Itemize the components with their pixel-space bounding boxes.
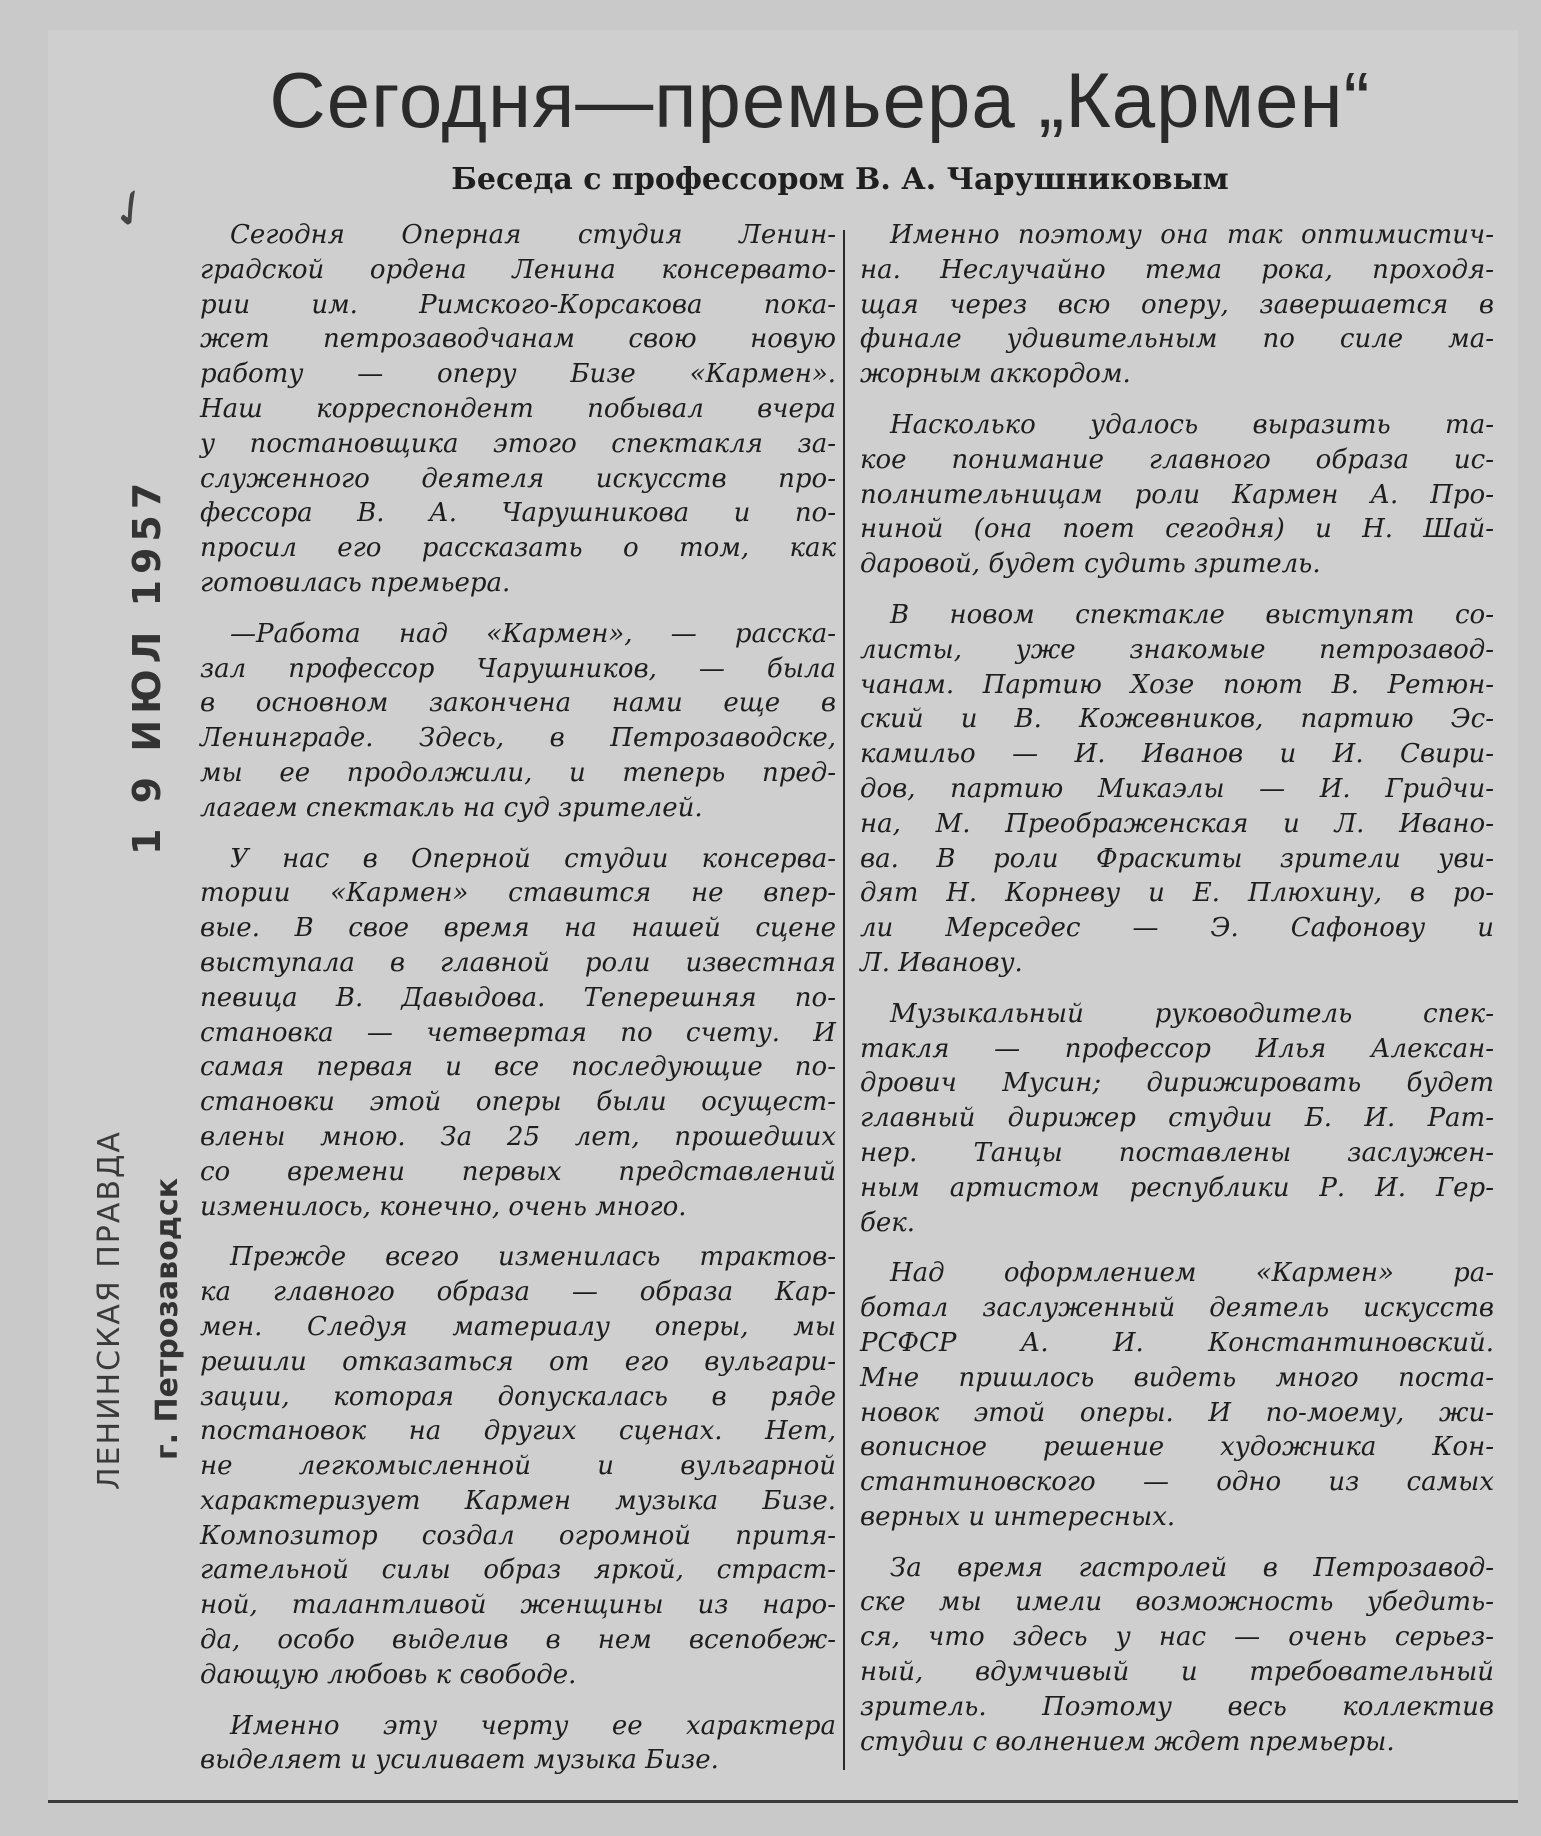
text-line: ботал заслуженный деятель искусств xyxy=(860,1293,1494,1324)
text-line: полнительницам роли Кармен А. Про- xyxy=(860,479,1494,510)
text-line: даровой, будет судить зритель. xyxy=(860,549,1321,580)
text-line: становки этой оперы были осущест- xyxy=(200,1087,836,1118)
city-stamp: г. Петрозаводск xyxy=(150,1177,185,1460)
paragraph xyxy=(200,1709,836,1779)
text-line: У нас в Оперной студии консерва- xyxy=(230,843,836,874)
text-line: зал профессор Чарушников, — была xyxy=(200,653,836,684)
text-line: характеризует Кармен музыка Бизе. xyxy=(200,1485,836,1516)
paragraph xyxy=(860,997,1494,1241)
paragraph xyxy=(860,598,1494,981)
text-line: выделяет и усиливает музыка Бизе. xyxy=(200,1745,719,1776)
text-line: Наш корреспондент побывал вчера xyxy=(200,393,836,424)
text-line: Прежде всего изменилась трактов- xyxy=(230,1242,836,1273)
text-line: такля — профессор Илья Алексан- xyxy=(860,1033,1494,1064)
text-line: лагаем спектакль на суд зрителей. xyxy=(200,792,703,823)
text-line: изменилось, конечно, очень много. xyxy=(200,1191,687,1222)
text-line: Насколько удалось выразить та- xyxy=(890,409,1494,440)
text-line: служенного деятеля искусств про- xyxy=(200,463,836,494)
pencil-check-mark: ✓ xyxy=(98,173,164,245)
text-line: самая первая и все последующие по- xyxy=(200,1052,836,1083)
article-column-left xyxy=(200,218,836,1794)
text-line: ся, что здесь у нас — очень серьез- xyxy=(860,1622,1494,1653)
text-line: Композитор создал огромной притя- xyxy=(200,1520,836,1551)
paragraph xyxy=(200,1240,836,1692)
text-line: кое понимание главного образа ис- xyxy=(860,444,1494,475)
text-line: студии с волнением ждет премьеры. xyxy=(860,1726,1395,1757)
text-line: Над оформлением «Кармен» ра- xyxy=(890,1258,1494,1289)
text-line: Ленинграде. Здесь, в Петрозаводске, xyxy=(200,723,836,754)
paragraph xyxy=(200,617,836,826)
text-line: камильо — И. Иванов и И. Свири- xyxy=(860,739,1494,770)
paragraph xyxy=(860,218,1494,392)
text-line: верных и интересных. xyxy=(860,1501,1176,1532)
text-line: вые. В свое время на нашей сцене xyxy=(200,913,836,944)
text-line: Именно эту черту ее характера xyxy=(230,1710,836,1741)
text-line: дающую любовь к свободе. xyxy=(200,1659,577,1690)
text-line: фессора В. А. Чарушникова и по- xyxy=(200,498,836,529)
paragraph xyxy=(200,218,836,601)
text-line: ва. В роли Фраскиты зрители уви- xyxy=(860,843,1494,874)
text-line: мы ее продолжили, и теперь пред- xyxy=(200,757,836,788)
text-line: Музыкальный руководитель спек- xyxy=(890,998,1494,1029)
text-line: со времени первых представлений xyxy=(200,1156,836,1187)
text-line: в основном закончена нами еще в xyxy=(200,688,836,719)
text-line: ский и В. Кожевников, партию Эс- xyxy=(860,704,1494,735)
text-line: ка главного образа — образа Кар- xyxy=(200,1277,836,1308)
text-line: да, особо выделив в нем всепобеж- xyxy=(200,1625,836,1656)
text-line: ной, талантливой женщины из наро- xyxy=(200,1590,836,1621)
article-column-right xyxy=(860,218,1494,1775)
paragraph xyxy=(860,1256,1494,1534)
text-line: рии им. Римского-Корсакова пока- xyxy=(200,289,836,320)
text-line: нер. Танцы поставлены заслужен- xyxy=(860,1137,1494,1168)
text-line: новок этой оперы. И по-моему, жи- xyxy=(860,1397,1494,1428)
text-line: Мне пришлось видеть много поста- xyxy=(860,1362,1494,1393)
paragraph xyxy=(200,842,836,1225)
column-divider xyxy=(843,230,845,1770)
date-stamp: 1 9 ИЮЛ 1957 xyxy=(125,476,169,855)
text-line: на. Неслучайно тема рока, проходя- xyxy=(860,254,1494,285)
text-line: становка — четвертая по счету. И xyxy=(200,1017,836,1048)
text-line: выступала в главной роли известная xyxy=(200,947,836,978)
text-line: решили отказаться от его вульгари- xyxy=(200,1346,836,1377)
text-line: листы, уже знакомые петрозавод- xyxy=(860,634,1494,665)
text-line: главный дирижер студии Б. И. Рат- xyxy=(860,1103,1494,1134)
text-line: ске мы имели возможность убедить- xyxy=(860,1587,1494,1618)
paragraph xyxy=(860,1551,1494,1760)
text-line: зритель. Поэтому весь коллектив xyxy=(860,1691,1494,1722)
text-line: бек. xyxy=(860,1207,916,1238)
text-line: За время гастролей в Петрозавод- xyxy=(890,1552,1494,1583)
text-line: дят Н. Корневу и Е. Плюхину, в ро- xyxy=(860,878,1494,909)
text-line: ниной (она поет сегодня) и Н. Шай- xyxy=(860,514,1494,545)
text-line: ли Мерседес — Э. Сафонову и xyxy=(860,913,1494,944)
text-line: вописное решение художника Кон- xyxy=(860,1432,1494,1463)
text-line: гательной силы образ яркой, страст- xyxy=(200,1555,836,1586)
text-line: градской ордена Ленина консервато- xyxy=(200,254,836,285)
text-line: на, М. Преображенская и Л. Ивано- xyxy=(860,808,1494,839)
text-line: готовилась премьера. xyxy=(200,567,511,598)
text-line: ным артистом республики Р. И. Гер- xyxy=(860,1172,1494,1203)
text-line: финале удивительным по силе ма- xyxy=(860,324,1494,355)
headline: Сегодня—премьера „Кармен“ xyxy=(269,56,1371,144)
text-line: просил его рассказать о том, как xyxy=(200,533,836,564)
text-line: щая через всю оперу, завершается в xyxy=(860,289,1494,320)
text-line: постановок на других сценах. Нет, xyxy=(200,1416,836,1447)
text-line: не легкомысленной и вульгарной xyxy=(200,1451,836,1482)
text-line: Именно поэтому она так оптимистич- xyxy=(890,220,1494,250)
newspaper-name-stamp: ЛЕНИНСКАЯ ПРАВДА xyxy=(92,1130,127,1490)
text-line: мен. Следуя материалу оперы, мы xyxy=(200,1311,836,1342)
text-line: стантиновского — одно из самых xyxy=(860,1467,1494,1498)
text-line: Сегодня Оперная студия Ленин- xyxy=(230,220,836,250)
text-line: тории «Кармен» ставится не впер- xyxy=(200,878,836,909)
text-line: жорным аккордом. xyxy=(860,359,1131,390)
text-line: влены мною. За 25 лет, прошедших xyxy=(200,1121,836,1152)
text-line: дов, партию Микаэлы — И. Гридчи- xyxy=(860,773,1494,804)
subheadline: Беседа с профессором В. А. Чарушниковым xyxy=(451,162,1229,197)
text-line: зации, которая допускалась в ряде xyxy=(200,1381,836,1412)
text-line: дрович Мусин; дирижировать будет xyxy=(860,1068,1494,1099)
text-line: ный, вдумчивый и требовательный xyxy=(860,1657,1494,1688)
text-line: —Работа над «Кармен», — расска- xyxy=(230,618,836,649)
text-line: у постановщика этого спектакля за- xyxy=(200,428,836,459)
paragraph xyxy=(860,408,1494,582)
text-line: Л. Иванову. xyxy=(860,947,1023,978)
text-line: чанам. Партию Хозе поют В. Ретюн- xyxy=(860,669,1494,700)
text-line: В новом спектакле выступят со- xyxy=(890,599,1494,630)
text-line: жет петрозаводчанам свою новую xyxy=(200,324,836,355)
text-line: РСФСР А. И. Константиновский. xyxy=(860,1327,1494,1358)
text-line: певица В. Давыдова. Теперешняя по- xyxy=(200,982,836,1013)
text-line: работу — оперу Бизе «Кармен». xyxy=(200,359,836,390)
